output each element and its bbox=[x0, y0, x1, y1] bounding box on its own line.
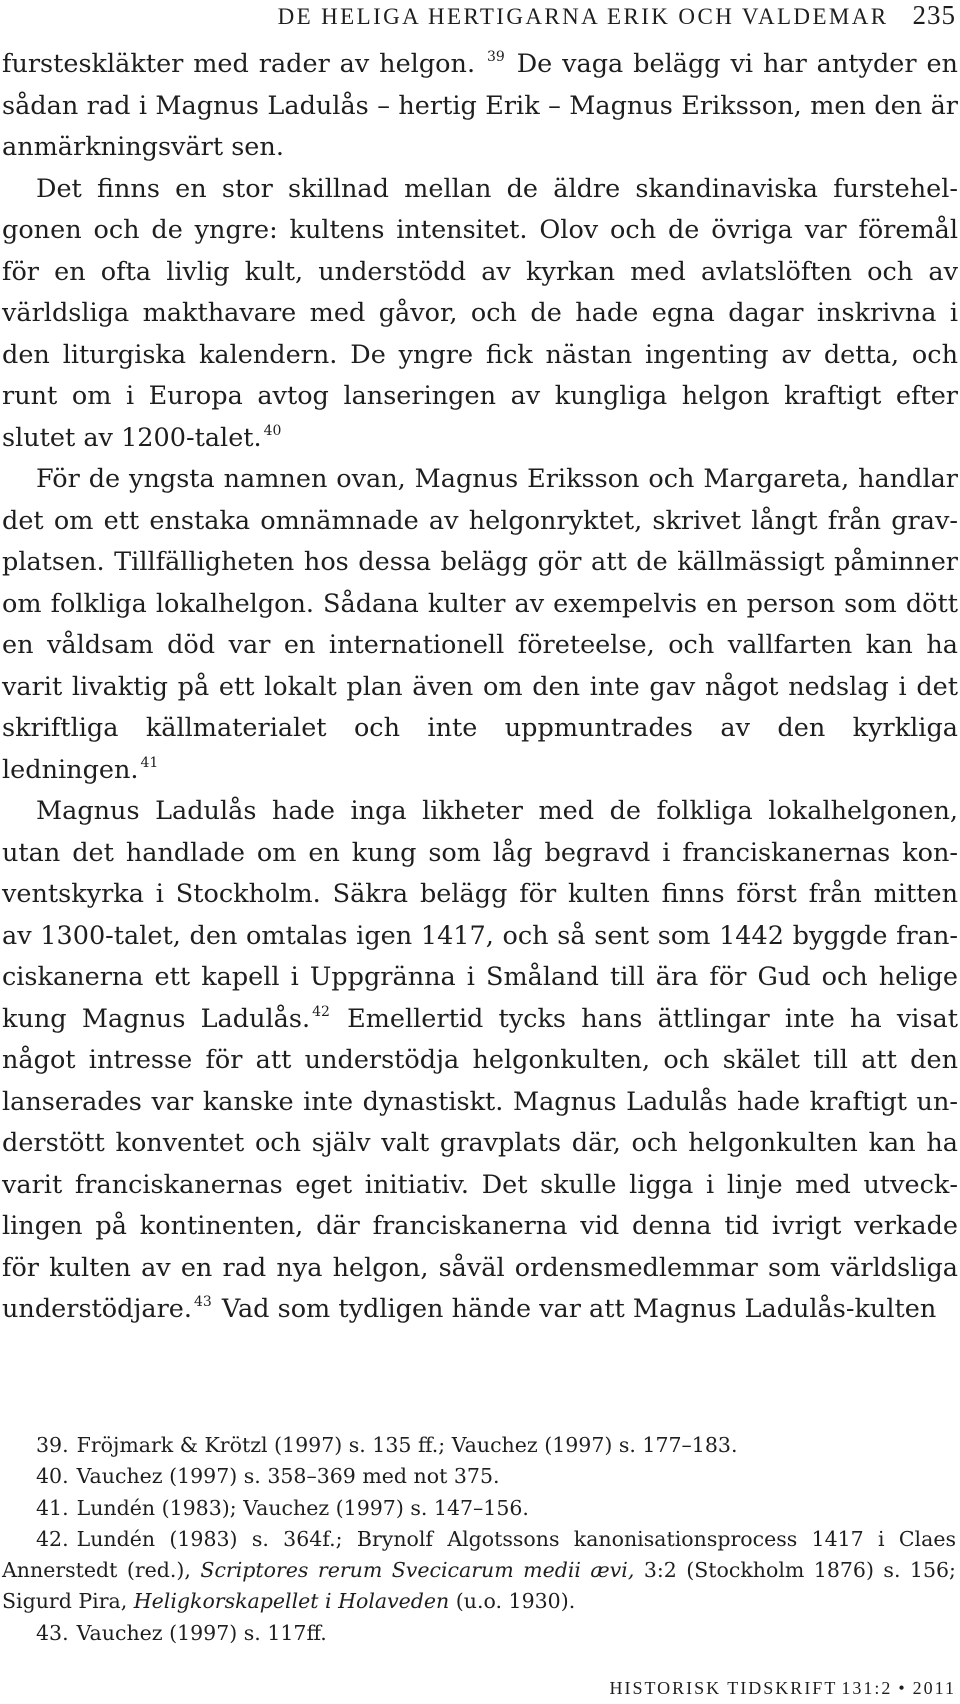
footnote-italic-title: Scriptores rerum Svecicarum medii ævi, bbox=[200, 1558, 635, 1583]
running-head-title: DE HELIGA HERTIGARNA ERIK OCH VALDEMAR bbox=[277, 4, 889, 29]
footnote-text: (u.o. 1930). bbox=[455, 1589, 576, 1614]
footnote-italic-title: Heligkorskapellet i Holaveden bbox=[133, 1589, 450, 1614]
paragraph-2 bbox=[2, 169, 958, 460]
journal-year: 2011 bbox=[912, 1678, 956, 1698]
footnote-number: 40. bbox=[36, 1464, 69, 1489]
running-head bbox=[0, 0, 960, 30]
footnote-43 bbox=[2, 1618, 956, 1649]
page-number: 235 bbox=[912, 0, 956, 30]
footnote-41 bbox=[2, 1493, 956, 1524]
paragraph-text: För de yngsta namnen ovan, Magnus Eriksson och Margareta, handlar det om ett enstaka omnämnade av helgonryktet, skrivet långt från gravplatsen. Tillfälligheten hos dessa belägg gör att de källmässigt påminner om folkliga lokalhelgon. Sådana kulter av exempelvis en person som dött en våldsam död var en internationell företeelse, och vallfarten kan ha varit livaktig på ett lokalt plan även om den inte gav något nedslag i det skriftliga källmaterialet och inte uppmuntrades av den kyrkliga ledningen. bbox=[2, 464, 958, 785]
footnote-number: 39. bbox=[36, 1433, 69, 1457]
paragraph-4 bbox=[2, 791, 958, 1331]
paragraph-3 bbox=[2, 459, 958, 791]
journal-issue: 131:2 bbox=[841, 1678, 893, 1698]
footnote-number: 42. bbox=[36, 1526, 69, 1551]
paragraph-text: Emellertid tycks hans ättlingar inte ha visat något intresse för att understödja helgonkulten, och skälet till att den lanserades var kanske inte dynastiskt. Magnus Ladulås hade kraftigt understött konventet och själv valt gravplats där, och helgonkulten kan ha varit franciskanernas eget initiativ. Det skulle ligga i linje med utvecklingen på kontinenten, där franciskanerna vid denna tid ivrigt verkade för kulten av en rad nya helgon, såväl ordensmedlemmar som världsliga understödjare. bbox=[2, 1003, 958, 1324]
paragraph-text: Magnus Ladulås hade inga likheter med de folkliga lokalhelgonen, utan det handlade om en kung som låg begravd i franciskanernas konventskyrka i Stockholm. Säkra belägg för kulten finns först från mitten av 1300-talet, den omtalas igen 1417, och så sent som 1442 byggde franciskanerna ett kapell i Uppgränna i Småland till ära för Gud och helige kung Magnus Ladulås. bbox=[2, 796, 958, 1034]
journal-name: HISTORISK TIDSKRIFT bbox=[609, 1678, 838, 1698]
footnotes bbox=[2, 1430, 956, 1649]
footnote-text: Vauchez (1997) s. 358–369 med not 375. bbox=[76, 1464, 500, 1489]
paragraph-text: De vaga belägg vi har antyder en sådan rad i Magnus Ladulås – hertig Erik – Magnus Eriksson, men den är anmärkningsvärt sen. bbox=[2, 49, 958, 162]
footnote-text: Vauchez (1997) s. 117ff. bbox=[76, 1620, 327, 1645]
footnote-number: 43. bbox=[36, 1620, 69, 1645]
footnote-text: Fröjmark & Krötzl (1997) s. 135 ff.; Vauchez (1997) s. 177–183. bbox=[76, 1433, 738, 1457]
paragraph-1 bbox=[2, 44, 958, 169]
footnote-ref-43[interactable]: 43 bbox=[193, 1294, 212, 1310]
footnote-42 bbox=[2, 1524, 956, 1618]
footnote-40 bbox=[2, 1461, 956, 1492]
footnote-number: 41. bbox=[36, 1495, 69, 1520]
footnote-ref-42[interactable]: 42 bbox=[312, 1003, 330, 1020]
footnote-text: 3:2 (Stockholm 1876) s. 156; Sigurd Pira, bbox=[2, 1558, 956, 1614]
running-foot bbox=[0, 1678, 960, 1704]
footnote-text: Lundén (1983) s. 364f.; Brynolf Algotssons kanonisationsprocess 1417 i Claes Annerstedt (red.), bbox=[2, 1526, 956, 1583]
footnote-ref-41[interactable]: 41 bbox=[140, 754, 159, 771]
paragraph-text: Vad som tydligen hände var att Magnus Ladulås-kulten bbox=[221, 1294, 937, 1324]
footnote-ref-39[interactable]: 39 bbox=[486, 49, 505, 65]
paragraph-text: fursteskläkter med rader av helgon. bbox=[2, 49, 476, 79]
paragraph-text: Det finns en stor skillnad mellan de äldre skandinaviska furstehelgonen och de yngre: kultens intensitet. Olov och de övriga var föremål för en ofta livlig kult, understödd av kyrkan med avlatslöften och av världsliga makthavare med gåvor, och de hade egna dagar inskrivna i den liturgiska kalendern. De yngre fick nästan ingenting av detta, och runt om i Europa avtog lanseringen av kungliga helgon kraftigt efter slutet av 1200-talet. bbox=[2, 173, 958, 453]
body-text bbox=[2, 44, 958, 1331]
footer-separator: • bbox=[898, 1678, 907, 1698]
footnote-text: Lundén (1983); Vauchez (1997) s. 147–156. bbox=[76, 1495, 529, 1520]
footnote-ref-40[interactable]: 40 bbox=[263, 422, 282, 439]
footnote-39 bbox=[2, 1430, 956, 1461]
